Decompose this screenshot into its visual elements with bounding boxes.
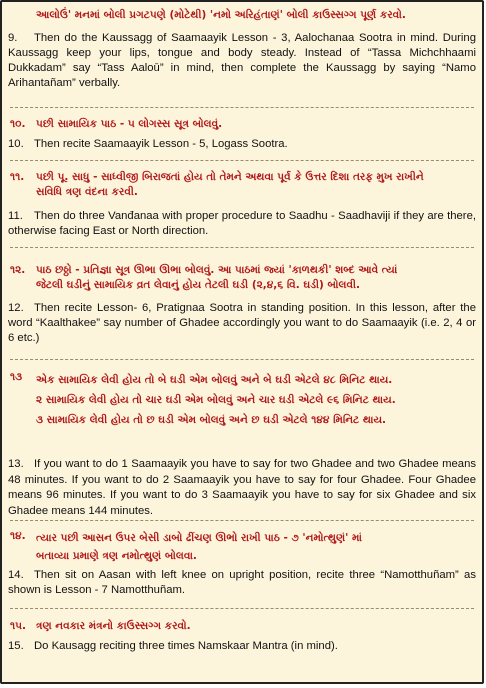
step-10-gujarati [10, 117, 474, 132]
step-text: Then do the Kaussagg of Saamaayik Lesson - 3, Aalochanaa Sootra in mind. During Kaussagg keep your lips, tongue and body steady. Instead of “Tassa Michchhaami Dukkadam” say “Tass Aaloū” in mind, then complete the Kaussagg by saying “Namo Arihantañam” verbally. [8, 32, 476, 89]
step-13-gujarati [10, 370, 474, 430]
step-number-gujarati: ૧૩ [10, 371, 23, 383]
divider [10, 160, 474, 161]
step-11-gujarati [10, 170, 474, 200]
step-text-gujarati: ત્યાર પછી આસન ઉપર બેસી ડાબો ઢીંચણ ઊભો રાખી પાઠ - ૭ 'નમોત્થુણં' માં બતાવ્યા પ્રમાણે ત્રણ નમોત્થુણં બોલવા. [36, 532, 362, 562]
step-14-gujarati [10, 529, 474, 565]
step-text: Do Kausagg reciting three times Namskaar Mantra (in mind). [34, 640, 338, 652]
divider [10, 520, 474, 521]
step-number: 13. [8, 458, 24, 470]
step-text-gujarati: પછી પૂ. સાધુ - સાધ્વીજી બિરાજતાં હોય તો તેમને અથવા પૂર્વ કે ઉત્તર દિશા તરફ મુખ રાખીને સવિધિ ત્રણ વંદના કરવી. [36, 171, 424, 198]
step-number: 14. [8, 569, 24, 581]
step-text: If you want to do 1 Saamaayik you have to say for two Ghadee and two Ghadee means 48 minutes. If you want to do 2 Saamaayik you have to say for four Ghadee. Four Ghadee means 96 minutes. If you want to do 3 Saamaayik you have to say for six Ghadee and six Ghadee means 144 minutes. [8, 458, 476, 517]
step-13-english [8, 457, 476, 519]
divider [10, 247, 474, 248]
step-11-english [8, 209, 476, 239]
step-number: 11. [8, 210, 23, 222]
step-text-gujarati: ત્રણ નવકાર મંત્રનો કાઉસ્સગ્ગ કરવો. [36, 620, 191, 632]
step-number-gujarati: ૧૧. [10, 171, 25, 183]
divider [10, 608, 474, 609]
divider [10, 107, 474, 108]
divider [10, 359, 474, 360]
step-15-gujarati [10, 619, 474, 634]
step-number-gujarati: ૧૦. [10, 118, 26, 130]
step-number: 12. [8, 302, 24, 314]
step-number: 10. [8, 138, 24, 150]
page-edge [260, 684, 486, 688]
step-number-gujarati: ૧૪. [10, 530, 26, 542]
step-number: 9. [8, 32, 18, 44]
step-12-english [8, 301, 476, 346]
step-text: Then recite Saamaayik Lesson - 5, Logass Sootra. [34, 138, 288, 150]
step-9-english [8, 31, 476, 91]
step-12-gujarati [10, 263, 474, 293]
step-text: Then do three Vanđanaa with proper procedure to Saadhu - Saadhaviji if they are there, otherwise facing East or North direction. [8, 210, 476, 237]
step-number-gujarati: ૧૨. [10, 264, 26, 276]
step-15-english [8, 639, 476, 654]
step-number-gujarati: ૧૫. [10, 620, 27, 632]
step-10-english [8, 137, 476, 152]
step-text-gujarati: એક સામાયિક લેવી હોય તો બે ઘડી એમ બોલવું અને બે ઘડી એટલે ૪૮ મિનિટ થાય. ૨ સામાયિક લેવી હોય તો ચાર ઘડી એમ બોલવું અને ચાર ઘડી એટલે ૯૬ મિનિટ થાય. ૩ સામાયિક લેવી હોય તો છ ઘડી એમ બોલવું અને છ ઘડી એટલે ૧૪૪ મિનિટ થાય. [36, 374, 396, 426]
step-text: Then sit on Aasan with left knee on upright position, recite three “Namotthuñam” as shown is Lesson - 7 Namotthuñam. [8, 569, 476, 596]
step-text-gujarati: પાઠ છઠ્ઠો - પ્રતિજ્ઞા સૂત્ર ઊભા ઊભા બોલવું. આ પાઠમાં જ્યાં 'કાળથકી' શબ્દ આવે ત્યાં જેટલી ઘડીનું સામાયિક વ્રત લેવાનું હોય તેટલી ઘડી (૨,૪,૬ વિ. ઘડી) બોલવી. [36, 264, 398, 291]
step-text: Then recite Lesson- 6, Pratignaa Sootra in standing position. In this lesson, after the word “Kaalthakee” say number of Ghadee accordingly you want to do Saamaayik (i.e. 2, 4 or 6 etc.) [8, 302, 476, 344]
intro-gujarati: આલોઉં' મનમાં બોલી પ્રગટપણે (મોટેથી) 'નમો અરિહંતાણં' બોલી કાઉસ્સગ્ગ પૂર્ણ કરવો. [36, 9, 406, 21]
step-14-english [8, 568, 476, 598]
step-number: 15. [8, 640, 24, 652]
step-text-gujarati: પછી સામાયિક પાઠ - ૫ લોગસ્સ સૂત્ર બોલવું. [36, 118, 223, 130]
